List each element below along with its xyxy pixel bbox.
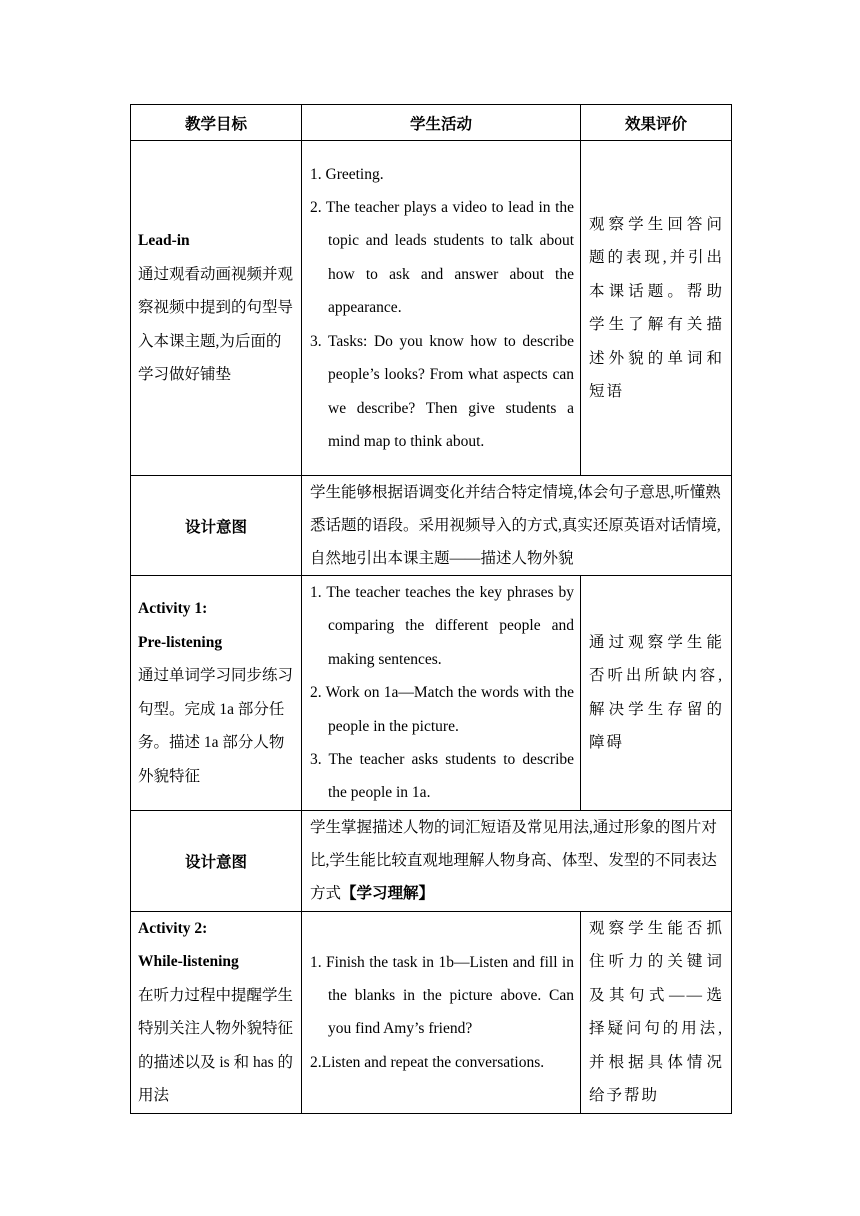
header-evaluation: 效果评价 [581, 105, 732, 141]
activity2-row [131, 911, 732, 1113]
activity1-goal-cell [131, 576, 302, 811]
activity2-activities-cell [302, 911, 581, 1113]
activity2-title: Activity 2: [138, 919, 208, 937]
activity1-goal-text: 通过单词学习同步练习句型。完成 1a 部分任务。描述 1a 部分人物外貌特征 [138, 667, 294, 785]
activity2-goal-text: 在听力过程中提醒学生特别关注人物外貌特征的描述以及 is 和 has 的用法 [138, 986, 294, 1105]
leadin-activity-list [310, 158, 574, 459]
activity1-subtitle: Pre-listening [138, 633, 223, 651]
design-intent-row-1 [131, 476, 732, 576]
list-item: 1. Finish the task in 1b—Listen and fill in the blanks in the picture above. Can you find Amy’s friend? [310, 953, 574, 1038]
activity1-activity-list [310, 576, 574, 810]
leadin-goal-cell [131, 141, 302, 476]
header-row [131, 105, 732, 141]
leadin-activities-cell [302, 141, 581, 476]
activity2-goal-cell [131, 911, 302, 1113]
design-intent-text: 学生能够根据语调变化并结合特定情境,体会句子意思,听懂熟悉话题的语段。采用视频导入的方式,真实还原英语对话情境,自然地引出本课主题——描述人物外貌 [302, 476, 732, 576]
header-student-activity: 学生活动 [302, 105, 581, 141]
design-intent-label: 设计意图 [131, 476, 302, 576]
list-item: 2. The teacher plays a video to lead in the topic and leads students to talk about how to ask and answer about the appearance. [310, 199, 574, 317]
design-intent-text [302, 810, 732, 911]
lesson-plan-table [130, 104, 732, 1114]
list-item: 3. Tasks: Do you know how to describe people’s looks? From what aspects can we describe? Then give students a mind map to think about. [310, 332, 574, 450]
activity2-activity-list [310, 946, 574, 1080]
design-intent-label: 设计意图 [131, 810, 302, 911]
list-item: 2.Listen and repeat the conversations. [310, 1053, 545, 1071]
list-item: 3. The teacher asks students to describe the people in 1a. [310, 751, 574, 802]
list-item: 1. The teacher teaches the key phrases by comparing the different people and making sentences. [310, 584, 574, 668]
leadin-row [131, 141, 732, 476]
activity1-row [131, 576, 732, 811]
leadin-title: Lead-in [138, 232, 190, 250]
activity2-evaluation-cell: 观察学生能否抓住听力的关键词及其句式——选择疑问句的用法,并根据具体情况给予帮助 [581, 911, 732, 1113]
activity1-title: Activity 1: [138, 600, 208, 618]
leadin-goal-text: 通过观看动画视频并观察视频中提到的句型导入本课主题,为后面的学习做好铺垫 [138, 265, 294, 384]
activity1-evaluation-cell: 通过观察学生能否听出所缺内容,解决学生存留的障碍 [581, 576, 732, 811]
activity1-activities-cell [302, 576, 581, 811]
learning-tag: 【学习理解】 [341, 885, 435, 903]
list-item: 1. Greeting. [310, 165, 384, 183]
activity2-subtitle: While-listening [138, 953, 239, 971]
list-item: 2. Work on 1a—Match the words with the people in the picture. [310, 684, 574, 735]
design-intent-body: 学生掌握描述人物的词汇短语及常见用法,通过形象的图片对比,学生能比较直观地理解人物身高、体型、发型的不同表达方式 [310, 819, 717, 903]
leadin-evaluation-cell: 观察学生回答问题的表现,并引出本课话题。帮助学生了解有关描述外貌的单词和短语 [581, 141, 732, 476]
design-intent-row-2 [131, 810, 732, 911]
header-teaching-goal: 教学目标 [131, 105, 302, 141]
